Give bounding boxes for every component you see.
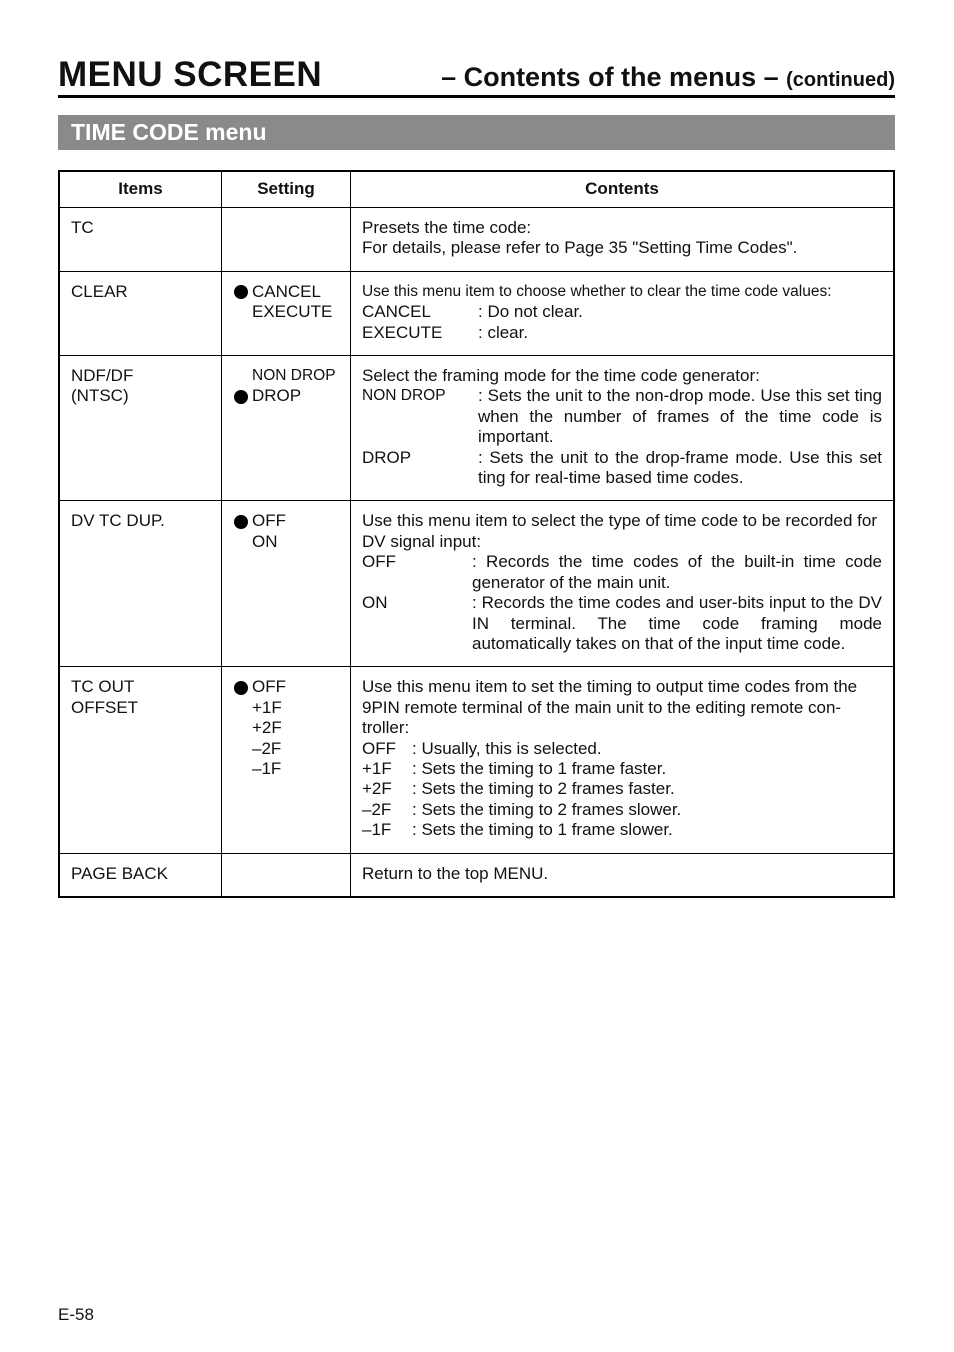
setting-option-label: OFF <box>252 677 286 697</box>
contents-definition <box>362 448 882 489</box>
item-label: (NTSC) <box>71 386 129 406</box>
setting-option-label: CANCEL <box>252 281 321 301</box>
item-label: NDF/DF <box>71 366 134 386</box>
setting-option-label: EXECUTE <box>252 302 333 322</box>
default-marker-icon <box>234 681 248 695</box>
setting-option-label: OFF <box>252 511 286 531</box>
contents-definition <box>362 593 882 654</box>
table-row <box>59 667 894 853</box>
item-cell <box>59 853 222 897</box>
definition-key: +1F <box>362 758 392 778</box>
definition-text: : Sets the unit to the non-drop mode. Use this set ting when the number of frames of the time code is important. <box>478 386 882 447</box>
page-header <box>58 55 895 98</box>
setting-option-label: DROP <box>252 386 302 406</box>
contents-text: Use this menu item to set the timing to output time codes from the 9PIN remote terminal of the main unit to the editing remote con- troller: <box>362 677 858 738</box>
table-header-row <box>59 171 894 208</box>
contents-cell <box>351 667 895 853</box>
contents-cell <box>351 853 895 897</box>
subtitle-text: – Contents of the menus – <box>441 62 779 92</box>
default-marker-icon <box>234 515 248 529</box>
definition-text: : Records the time codes and user-bits input to the DV IN terminal. The time code framing mode automatically takes on that of the input time code. <box>472 593 882 653</box>
contents-definition <box>362 739 882 759</box>
table-row <box>59 208 894 272</box>
setting-option <box>234 698 340 718</box>
item-label: OFFSET <box>71 697 139 717</box>
setting-option-label: ON <box>252 531 278 551</box>
setting-cell <box>222 271 351 355</box>
setting-option <box>234 366 340 386</box>
definition-key: –2F <box>362 799 392 819</box>
page-number: E-58 <box>58 1305 94 1324</box>
item-cell <box>59 271 222 355</box>
setting-option-label: NON DROP <box>252 367 336 385</box>
table-row <box>59 271 894 355</box>
contents-text: For details, please refer to Page 35 "Setting Time Codes". <box>362 238 798 258</box>
contents-definition <box>362 800 882 820</box>
setting-option <box>234 677 340 697</box>
definition-text: : clear. <box>478 322 529 342</box>
definition-key: +2F <box>362 779 392 799</box>
contents-definition <box>362 386 882 447</box>
setting-cell <box>222 667 351 853</box>
page-title: MENU SCREEN <box>58 55 323 94</box>
item-label: DV TC DUP. <box>71 511 165 531</box>
table-row <box>59 853 894 897</box>
contents-cell <box>351 271 895 355</box>
item-cell <box>59 667 222 853</box>
table-row <box>59 501 894 667</box>
contents-definition <box>362 779 882 799</box>
item-cell <box>59 208 222 272</box>
contents-cell <box>351 208 895 272</box>
item-label: PAGE BACK <box>71 863 168 883</box>
section-title: TIME CODE menu <box>58 115 895 150</box>
item-cell <box>59 501 222 667</box>
setting-option <box>234 532 340 552</box>
default-marker-icon <box>234 390 248 404</box>
contents-cell <box>351 356 895 501</box>
contents-text: Use this menu item to select the type of time code to be recorded for DV signal input: <box>362 511 877 551</box>
definition-text: : Sets the timing to 2 frames slower. <box>412 799 682 819</box>
column-header-contents: Contents <box>351 171 895 208</box>
setting-option <box>234 739 340 759</box>
definition-text: : Sets the timing to 2 frames faster. <box>412 779 675 799</box>
setting-cell <box>222 356 351 501</box>
contents-definition <box>362 759 882 779</box>
item-cell <box>59 356 222 501</box>
setting-cell <box>222 208 351 272</box>
continued-label: (continued) <box>786 69 895 91</box>
setting-option <box>234 302 340 322</box>
setting-option <box>234 282 340 302</box>
contents-definition <box>362 552 882 593</box>
default-marker-icon <box>234 285 248 299</box>
table-body <box>59 208 894 897</box>
contents-text: Use this menu item to choose whether to clear the time code values: <box>362 282 832 300</box>
item-label: TC <box>71 218 94 237</box>
definition-key: OFF <box>362 738 396 758</box>
setting-option-label: +1F <box>252 697 282 717</box>
definition-key: –1F <box>362 820 392 840</box>
definition-key: ON <box>362 593 388 613</box>
definition-text: : Do not clear. <box>478 302 583 322</box>
setting-option <box>234 759 340 779</box>
column-header-setting: Setting <box>222 171 351 208</box>
contents-definition <box>362 820 882 840</box>
definition-key: DROP <box>362 447 412 467</box>
table-row <box>59 356 894 501</box>
item-label: TC OUT <box>71 677 135 697</box>
contents-definition <box>362 323 882 343</box>
definition-key: NON DROP <box>362 387 446 405</box>
contents-text: Return to the top MENU. <box>362 863 549 883</box>
contents-text: Select the framing mode for the time code generator: <box>362 366 760 386</box>
setting-option <box>234 718 340 738</box>
setting-option-label: –2F <box>252 738 282 758</box>
definition-text: : Sets the unit to the drop-frame mode. Use this set ting for real-time based time codes. <box>478 447 882 488</box>
setting-cell <box>222 501 351 667</box>
setting-option-label: +2F <box>252 718 282 738</box>
definition-key: OFF <box>362 552 396 572</box>
contents-cell <box>351 501 895 667</box>
column-header-items: Items <box>59 171 222 208</box>
contents-definition <box>362 302 882 322</box>
definition-key: CANCEL <box>362 302 431 322</box>
setting-option <box>234 386 340 406</box>
setting-option-label: –1F <box>252 758 282 778</box>
contents-text: Presets the time code: <box>362 218 532 237</box>
item-label: CLEAR <box>71 281 128 301</box>
time-code-menu-table <box>58 170 895 898</box>
setting-option <box>234 511 340 531</box>
setting-cell <box>222 853 351 897</box>
definition-key: EXECUTE <box>362 322 443 342</box>
page-subtitle <box>441 59 895 98</box>
definition-text: : Records the time codes of the built-in time code generator of the main unit. <box>472 552 882 592</box>
definition-text: : Sets the timing to 1 frame faster. <box>412 758 667 778</box>
definition-text: : Usually, this is selected. <box>412 738 602 758</box>
definition-text: : Sets the timing to 1 frame slower. <box>412 820 673 840</box>
